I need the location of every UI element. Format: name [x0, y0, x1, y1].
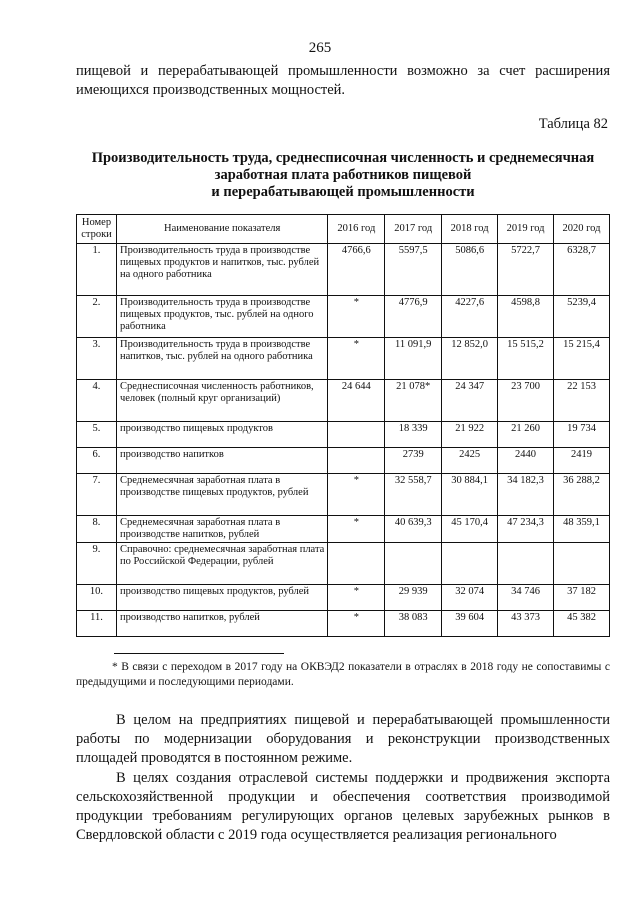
- value-2016-cell: *: [328, 516, 385, 543]
- table-row: [77, 296, 610, 338]
- table-row: [77, 380, 610, 422]
- intro-paragraph: пищевой и перерабатывающей промышленности возможно за счет расширения имеющихся производственных мощностей.: [76, 63, 610, 98]
- value-2018-cell: 2425: [442, 448, 498, 474]
- value-2017-cell: 38 083: [385, 611, 442, 637]
- value-2016-cell: [328, 422, 385, 448]
- value-2019-cell: 34 746: [498, 585, 554, 611]
- indicator-name-cell: производство напитков: [116, 448, 327, 474]
- table-row: [77, 422, 610, 448]
- table-row: [77, 244, 610, 296]
- value-2020-cell: 5239,4: [554, 296, 610, 338]
- value-2017-cell: 21 078*: [385, 380, 442, 422]
- row-number-cell: 1.: [77, 244, 117, 296]
- value-2020-cell: 15 215,4: [554, 338, 610, 380]
- indicator-name-cell: Производительность труда в производстве пищевых продуктов, тыс. рублей на одного работника: [116, 296, 327, 338]
- value-2016-cell: [328, 448, 385, 474]
- table-body: [77, 244, 610, 637]
- value-2018-cell: 24 347: [442, 380, 498, 422]
- indicator-name-cell: Производительность труда в производстве пищевых продуктов и напитков, тыс. рублей на одного работника: [116, 244, 327, 296]
- value-2018-cell: 12 852,0: [442, 338, 498, 380]
- value-2017-cell: 2739: [385, 448, 442, 474]
- value-2020-cell: 6328,7: [554, 244, 610, 296]
- value-2016-cell: *: [328, 338, 385, 380]
- value-2020-cell: 22 153: [554, 380, 610, 422]
- value-2016-cell: *: [328, 585, 385, 611]
- value-2017-cell: 18 339: [385, 422, 442, 448]
- value-2020-cell: 19 734: [554, 422, 610, 448]
- value-2016-cell: *: [328, 611, 385, 637]
- value-2017-cell: 29 939: [385, 585, 442, 611]
- value-2018-cell: 39 604: [442, 611, 498, 637]
- value-2019-cell: 2440: [498, 448, 554, 474]
- table-row: [77, 611, 610, 637]
- value-2019-cell: 47 234,3: [498, 516, 554, 543]
- table-row: [77, 585, 610, 611]
- value-2020-cell: 45 382: [554, 611, 610, 637]
- indicator-name-cell: производство пищевых продуктов, рублей: [116, 585, 327, 611]
- value-2019-cell: 23 700: [498, 380, 554, 422]
- indicator-name-cell: Среднемесячная заработная плата в производстве пищевых продуктов, рублей: [116, 474, 327, 516]
- header-2018: 2018 год: [442, 215, 498, 244]
- value-2018-cell: 30 884,1: [442, 474, 498, 516]
- value-2020-cell: 36 288,2: [554, 474, 610, 516]
- value-2020-cell: 37 182: [554, 585, 610, 611]
- value-2017-cell: 5597,5: [385, 244, 442, 296]
- value-2016-cell: 4766,6: [328, 244, 385, 296]
- row-number-cell: 2.: [77, 296, 117, 338]
- header-row-number: Номер строки: [77, 215, 117, 244]
- value-2017-cell: [385, 543, 442, 585]
- row-number-cell: 11.: [77, 611, 117, 637]
- header-indicator-name: Наименование показателя: [116, 215, 327, 244]
- value-2018-cell: 32 074: [442, 585, 498, 611]
- indicator-name-cell: Среднемесячная заработная плата в производстве напитков, рублей: [116, 516, 327, 543]
- row-number-cell: 3.: [77, 338, 117, 380]
- indicator-name-cell: производство напитков, рублей: [116, 611, 327, 637]
- value-2017-cell: 40 639,3: [385, 516, 442, 543]
- indicator-name-cell: производство пищевых продуктов: [116, 422, 327, 448]
- table-title-line-2: заработная плата работников пищевой: [214, 167, 472, 183]
- row-number-cell: 9.: [77, 543, 117, 585]
- table-row: [77, 474, 610, 516]
- row-number-cell: 6.: [77, 448, 117, 474]
- value-2019-cell: 43 373: [498, 611, 554, 637]
- value-2019-cell: 34 182,3: [498, 474, 554, 516]
- indicator-name-cell: Среднесписочная численность работников, человек (полный круг организаций): [116, 380, 327, 422]
- header-2019: 2019 год: [498, 215, 554, 244]
- value-2017-cell: 32 558,7: [385, 474, 442, 516]
- value-2019-cell: 15 515,2: [498, 338, 554, 380]
- header-2020: 2020 год: [554, 215, 610, 244]
- value-2017-cell: 4776,9: [385, 296, 442, 338]
- body-paragraph-1: В целом на предприятиях пищевой и перерабатывающей промышленности работы по модернизации оборудования и реконструкции производственных площадей проводятся в постоянном режиме.: [76, 712, 610, 766]
- value-2016-cell: *: [328, 474, 385, 516]
- body-paragraph-2: В целях создания отраслевой системы поддержки и продвижения экспорта сельскохозяйственной продукции и обеспечения соответствия производимой продукции требованиям регулирующих органов целевых зарубежных рынков в Свердловской области с 2019 года осуществляется реализация регионального: [76, 770, 610, 843]
- value-2017-cell: 11 091,9: [385, 338, 442, 380]
- value-2020-cell: 2419: [554, 448, 610, 474]
- table-title-line-1: Производительность труда, среднесписочная численность и среднемесячная: [91, 150, 595, 166]
- value-2016-cell: *: [328, 296, 385, 338]
- indicator-name-cell: Справочно: среднемесячная заработная плата по Российской Федерации, рублей: [116, 543, 327, 585]
- row-number-cell: 8.: [77, 516, 117, 543]
- table-title: [76, 150, 610, 201]
- footnote: * В связи с переходом в 2017 году на ОКВЭД2 показатели в отраслях в 2018 году не сопоставимы с предыдущими и последующими периодами.: [76, 661, 610, 688]
- row-number-cell: 4.: [77, 380, 117, 422]
- header-2016: 2016 год: [328, 215, 385, 244]
- row-number-cell: 5.: [77, 422, 117, 448]
- page-number: 265: [308, 40, 332, 56]
- value-2018-cell: 45 170,4: [442, 516, 498, 543]
- value-2019-cell: 5722,7: [498, 244, 554, 296]
- footnote-separator: [114, 653, 284, 654]
- table-row: [77, 448, 610, 474]
- table-title-line-3: и перерабатывающей промышленности: [211, 184, 475, 200]
- table-row: [77, 543, 610, 585]
- value-2018-cell: 21 922: [442, 422, 498, 448]
- header-2017: 2017 год: [385, 215, 442, 244]
- table-label: Таблица 82: [538, 116, 608, 132]
- value-2019-cell: [498, 543, 554, 585]
- value-2016-cell: [328, 543, 385, 585]
- value-2020-cell: [554, 543, 610, 585]
- value-2019-cell: 21 260: [498, 422, 554, 448]
- data-table: [76, 214, 610, 637]
- indicator-name-cell: Производительность труда в производстве напитков, тыс. рублей на одного работника: [116, 338, 327, 380]
- row-number-cell: 10.: [77, 585, 117, 611]
- value-2018-cell: 5086,6: [442, 244, 498, 296]
- value-2016-cell: 24 644: [328, 380, 385, 422]
- value-2020-cell: 48 359,1: [554, 516, 610, 543]
- value-2018-cell: 4227,6: [442, 296, 498, 338]
- table-row: [77, 516, 610, 543]
- value-2018-cell: [442, 543, 498, 585]
- value-2019-cell: 4598,8: [498, 296, 554, 338]
- table-row: [77, 338, 610, 380]
- table-header-row: [77, 215, 610, 244]
- row-number-cell: 7.: [77, 474, 117, 516]
